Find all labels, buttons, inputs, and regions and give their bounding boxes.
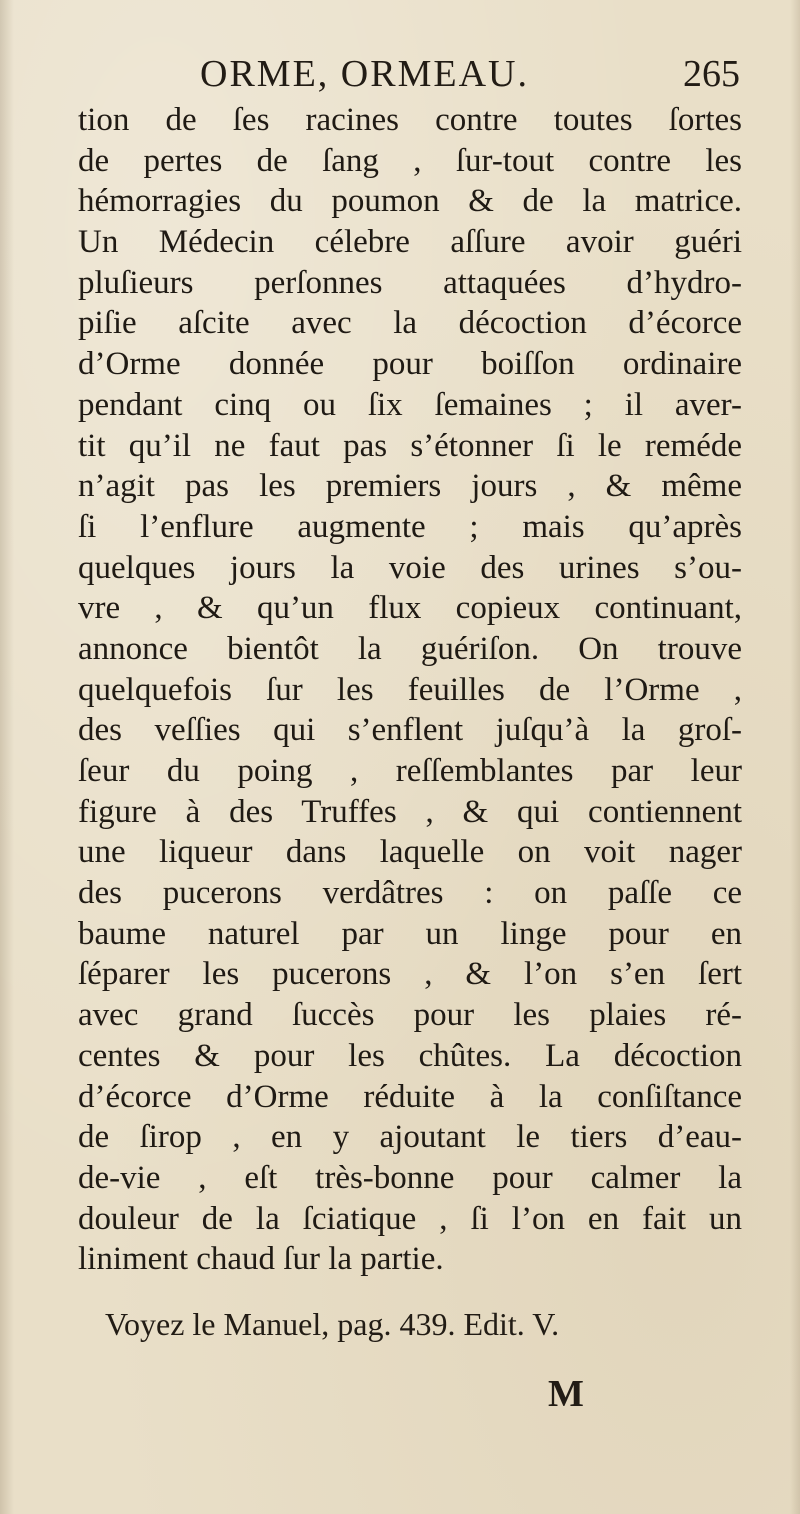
- text-line: pluſieurs perſonnes attaquées d’hydro-: [78, 264, 742, 301]
- page-number: 265: [683, 53, 740, 95]
- text-line: tit qu’il ne faut pas s’étonner ſi le reméde: [78, 427, 742, 464]
- text-line: figure à des Truffes , & qui contiennent: [78, 793, 742, 830]
- running-head: [200, 52, 740, 100]
- text-line: d’Orme donnée pour boiſſon ordinaire: [78, 346, 742, 383]
- text-line: ſeur du poing , reſſemblantes par leur: [78, 753, 742, 789]
- text-line: des pucerons verdâtres : on paſſe ce: [78, 875, 742, 912]
- signature-mark: M: [548, 1373, 584, 1415]
- text-line: centes & pour les chûtes. La décoction: [78, 1037, 742, 1074]
- text-line: liniment chaud ſur la partie.: [78, 1241, 444, 1278]
- text-line: de pertes de ſang , ſur-tout contre les: [78, 142, 742, 179]
- body-text: [78, 100, 742, 1280]
- text-line: douleur de la ſciatique , ſi l’on en fait un: [78, 1200, 742, 1237]
- text-line: quelques jours la voie des urines s’ou-: [78, 549, 742, 586]
- text-line: annonce bientôt la guériſon. On trouve: [78, 630, 742, 667]
- page-edge-shadow: [790, 0, 800, 1514]
- text-line: d’écorce d’Orme réduite à la conſiſtance: [78, 1078, 742, 1115]
- text-line: vre , & qu’un flux copieux continuant,: [78, 590, 742, 627]
- text-line: quelquefois ſur les feuilles de l’Orme ,: [78, 671, 742, 708]
- text-line: n’agit pas les premiers jours , & même: [78, 468, 742, 505]
- text-line: ſéparer les pucerons , & l’on s’en ſert: [78, 956, 742, 993]
- text-line: Un Médecin célebre aſſure avoir guéri: [78, 224, 742, 261]
- text-line: de ſirop , en y ajoutant le tiers d’eau-: [78, 1119, 742, 1156]
- page-gutter-shadow: [0, 0, 14, 1514]
- text-line: hémorragies du poumon & de la matrice.: [78, 183, 742, 220]
- text-line: baume naturel par un linge pour en: [78, 915, 742, 952]
- text-line: ſi l’enflure augmente ; mais qu’après: [78, 508, 742, 545]
- text-line: pendant cinq ou ſix ſemaines ; il aver-: [78, 386, 742, 423]
- text-line: de-vie , eſt très-bonne pour calmer la: [78, 1159, 742, 1196]
- text-line: des veſſies qui s’enflent juſqu’à la groſ-: [78, 712, 742, 749]
- running-head-title: ORME, ORMEAU.: [200, 53, 529, 95]
- footnote-reference: Voyez le Manuel, pag. 439. Edit. V.: [105, 1306, 560, 1342]
- text-line: une liqueur dans laquelle on voit nager: [78, 834, 742, 871]
- text-line: piſie aſcite avec la décoction d’écorce: [78, 305, 742, 342]
- text-line: avec grand ſuccès pour les plaies ré-: [78, 997, 742, 1034]
- text-line: tion de ſes racines contre toutes ſortes: [78, 102, 742, 138]
